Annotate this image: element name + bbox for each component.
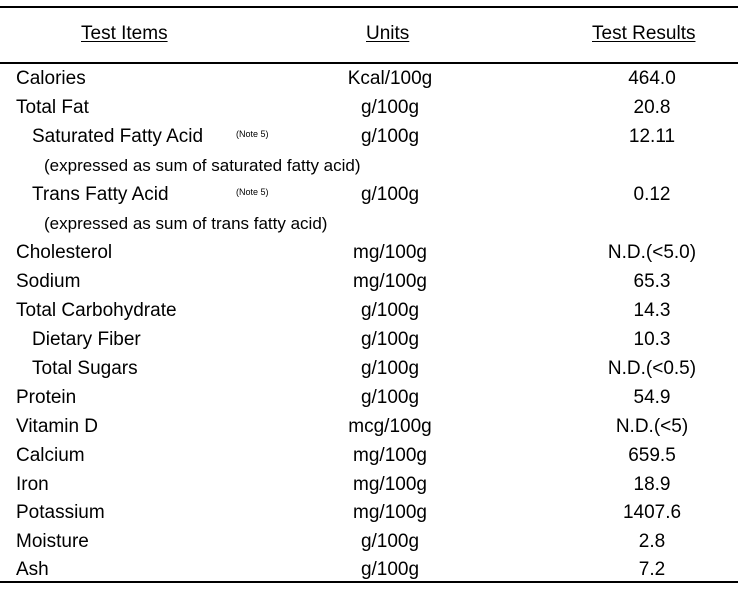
row-unit: mg/100g (353, 502, 427, 523)
row-name: Calories (16, 68, 86, 89)
table-row-moisture (0, 527, 738, 556)
row-result: 20.8 (633, 97, 671, 118)
row-result: 14.3 (633, 300, 671, 321)
table-row-saturated-explanation (0, 151, 738, 180)
row-unit: g/100g (360, 387, 420, 408)
row-note: (Note 5) (236, 129, 269, 139)
table-row-saturated-fatty-acid (0, 122, 738, 151)
row-name: Saturated Fatty Acid (32, 126, 204, 147)
row-name: Dietary Fiber (32, 329, 141, 350)
table-row-iron (0, 470, 738, 499)
header-test-results: Test Results (592, 23, 696, 44)
row-unit: g/100g (360, 329, 420, 350)
table-row-potassium (0, 498, 738, 527)
row-unit: g/100g (360, 531, 420, 552)
row-name: Sodium (16, 271, 81, 292)
row-unit: g/100g (360, 97, 420, 118)
row-explanation: (expressed as sum of saturated fatty acid) (44, 156, 361, 175)
row-explanation: (expressed as sum of trans fatty acid) (44, 214, 328, 233)
row-unit: mg/100g (353, 242, 427, 263)
header-test-items: Test Items (81, 23, 168, 44)
row-name: Iron (16, 474, 49, 495)
row-name: Total Carbohydrate (16, 300, 177, 321)
table-row-total-fat (0, 93, 738, 122)
row-name: Vitamin D (16, 416, 99, 437)
table-row-calcium (0, 441, 738, 470)
row-name: Moisture (16, 531, 89, 552)
row-result: N.D.(<0.5) (607, 358, 697, 379)
table-row-cholesterol (0, 238, 738, 267)
row-result: 18.9 (633, 474, 671, 495)
table-row-ash (0, 555, 738, 584)
row-unit: g/100g (360, 358, 420, 379)
row-name: Total Sugars (32, 358, 138, 379)
row-name: Trans Fatty Acid (32, 184, 169, 205)
table-row-trans-explanation (0, 209, 738, 238)
row-result: 464.0 (628, 68, 676, 89)
table-bottom-rule (0, 581, 738, 583)
table-top-rule (0, 6, 738, 8)
row-name: Calcium (16, 445, 85, 466)
row-result: 65.3 (633, 271, 671, 292)
table-row-calories (0, 64, 738, 93)
table-row-total-sugars (0, 354, 738, 383)
table-row-sodium (0, 267, 738, 296)
row-result: N.D.(<5) (615, 416, 689, 437)
row-unit: g/100g (360, 300, 420, 321)
table-row-vitamin-d (0, 412, 738, 441)
row-note: (Note 5) (236, 187, 269, 197)
table-row-trans-fatty-acid (0, 180, 738, 209)
row-result: 0.12 (633, 184, 671, 205)
row-unit: mg/100g (353, 445, 427, 466)
row-unit: mcg/100g (348, 416, 432, 437)
row-result: 659.5 (628, 445, 676, 466)
row-name: Protein (16, 387, 77, 408)
row-result: N.D.(<5.0) (607, 242, 697, 263)
row-name: Cholesterol (16, 242, 113, 263)
row-name: Total Fat (16, 97, 89, 118)
header-units: Units (366, 23, 410, 44)
row-name: Ash (16, 559, 49, 580)
row-result: 54.9 (633, 387, 671, 408)
row-unit: mg/100g (353, 474, 427, 495)
row-result: 2.8 (638, 531, 666, 552)
row-unit: g/100g (360, 126, 420, 147)
row-name: Potassium (16, 502, 105, 523)
row-unit: g/100g (360, 184, 420, 205)
table-row-total-carbohydrate (0, 296, 738, 325)
row-result: 10.3 (633, 329, 671, 350)
row-unit: mg/100g (353, 271, 427, 292)
row-result: 12.11 (628, 126, 676, 147)
row-unit: g/100g (360, 559, 420, 580)
row-result: 1407.6 (622, 502, 682, 523)
row-result: 7.2 (638, 559, 666, 580)
table-row-dietary-fiber (0, 325, 738, 354)
row-unit: Kcal/100g (347, 68, 433, 89)
table-row-protein (0, 383, 738, 412)
